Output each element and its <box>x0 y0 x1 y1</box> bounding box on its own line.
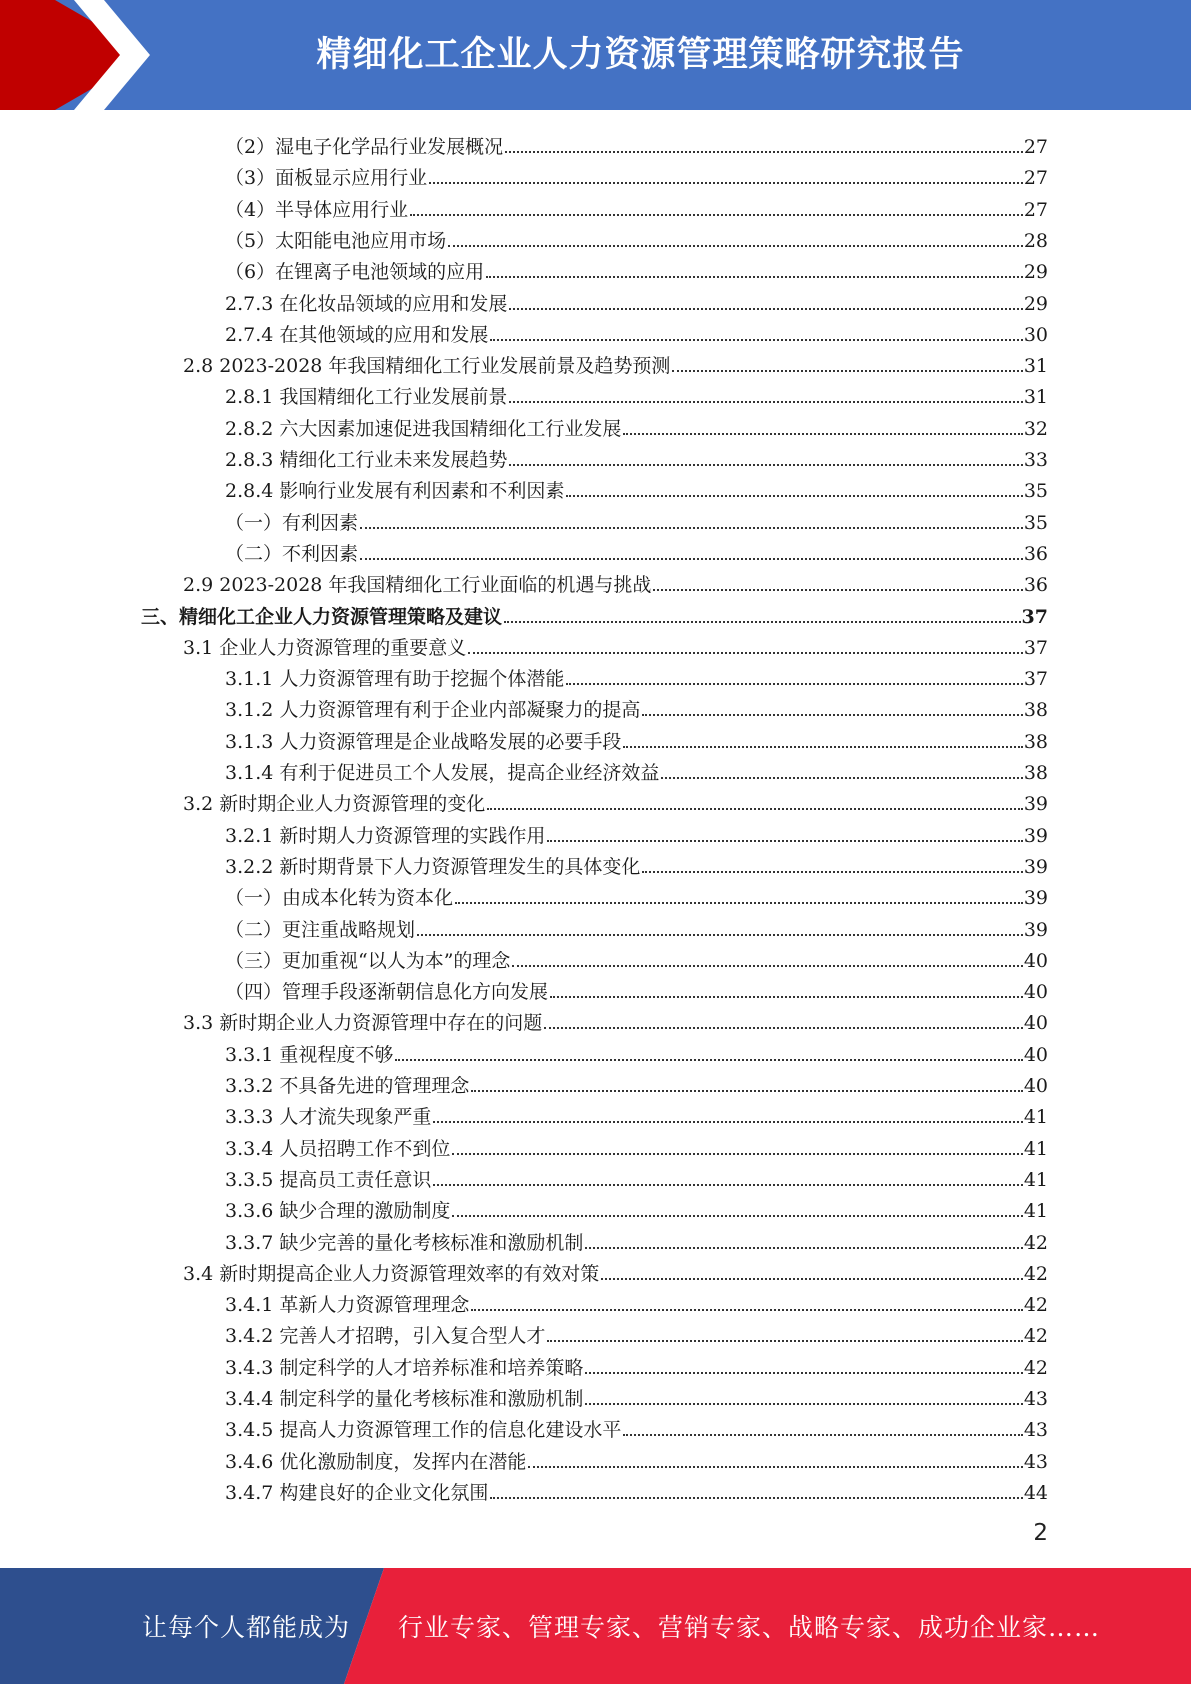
toc-dot-leader <box>601 1277 1023 1280</box>
toc-entry-title: 3.4.7 构建良好的企业文化氛围 <box>225 1481 489 1504</box>
toc-entry[interactable] <box>225 190 1048 221</box>
toc-entry[interactable] <box>225 1316 1048 1347</box>
toc-entry-title: （二）不利因素 <box>225 542 359 565</box>
toc-entry-page: 27 <box>1023 167 1048 190</box>
toc-entry-title: 3.1 企业人力资源管理的重要意义 <box>183 636 467 659</box>
toc-entry[interactable] <box>225 972 1048 1003</box>
toc-entry-title: 2.8.3 精细化工行业未来发展趋势 <box>225 449 508 471</box>
toc-entry-page: 37 <box>1023 668 1048 691</box>
toc-entry[interactable] <box>225 910 1048 941</box>
toc-entry-title: 2.7.4 在其他领域的应用和发展 <box>225 323 489 346</box>
toc-entry-page: 42 <box>1023 1231 1048 1254</box>
toc-entry-page: 35 <box>1023 480 1048 503</box>
toc-entry[interactable] <box>225 409 1048 440</box>
toc-dot-leader <box>452 1152 1022 1155</box>
toc-entry[interactable] <box>225 284 1048 315</box>
toc-entry[interactable] <box>225 377 1048 408</box>
toc-entry-title: （二）更注重战略规划 <box>225 918 416 941</box>
toc-entry-title: 3.2.2 新时期背景下人力资源管理发生的具体变化 <box>225 855 641 878</box>
toc-dot-leader <box>585 1371 1022 1374</box>
toc-entry-page: 41 <box>1023 1200 1048 1223</box>
toc-entry-title: 2.8.1 我国精细化工行业发展前景 <box>225 386 508 409</box>
toc-entry-page: 30 <box>1023 323 1048 346</box>
toc-dot-leader <box>566 494 1022 497</box>
toc-entry-page: 38 <box>1023 699 1048 722</box>
toc-dot-leader <box>547 1339 1022 1342</box>
toc-dot-leader <box>512 964 1022 967</box>
toc-dot-leader <box>547 839 1022 842</box>
toc-entry[interactable] <box>225 878 1048 909</box>
toc-entry-page: 27 <box>1023 136 1048 158</box>
toc-entry[interactable] <box>225 1097 1048 1128</box>
toc-entry-page: 41 <box>1023 1168 1048 1191</box>
toc-entry-page: 40 <box>1023 1012 1048 1035</box>
toc-dot-leader <box>395 1058 1022 1061</box>
toc-entry-page: 29 <box>1023 261 1048 284</box>
toc-entry[interactable] <box>225 1348 1048 1379</box>
toc-entry-title: 3.3.1 重视程度不够 <box>225 1043 394 1066</box>
toc-entry-page: 37 <box>1021 605 1048 628</box>
toc-entry-title: 2.7.3 在化妆品领域的应用和发展 <box>225 292 508 315</box>
toc-entry-title: 3.3.3 人才流失现象严重 <box>225 1106 432 1129</box>
header-title: 精细化工企业人力资源管理策略研究报告 <box>316 35 965 75</box>
toc-entry-title: 3.1.1 人力资源管理有助于挖掘个体潜能 <box>225 668 565 691</box>
toc-entry[interactable] <box>225 1473 1048 1504</box>
toc-entry-title: 3.1.3 人力资源管理是企业战略发展的必要手段 <box>225 730 622 753</box>
toc-entry-title: 三、精细化工企业人力资源管理策略及建议 <box>141 605 503 628</box>
toc-entry-title: 3.2 新时期企业人力资源管理的变化 <box>183 793 486 816</box>
toc-entry-page: 35 <box>1023 511 1048 534</box>
toc-entry-title: 3.1.4 有利于促进员工个人发展，提高企业经济效益 <box>225 762 660 784</box>
toc-entry-page: 41 <box>1023 1137 1048 1160</box>
toc-entry-page: 43 <box>1023 1419 1048 1442</box>
toc-dot-leader <box>360 526 1023 529</box>
toc-dot-leader <box>433 1120 1022 1123</box>
toc-dot-leader <box>471 1308 1022 1311</box>
toc-dot-leader <box>360 557 1023 560</box>
toc-entry-title: （一）由成本化转为资本化 <box>225 887 454 910</box>
toc-entry-page: 39 <box>1023 855 1048 878</box>
toc-dot-leader <box>528 1465 1022 1468</box>
toc-entry-page: 39 <box>1023 918 1048 941</box>
toc-dot-leader <box>585 1246 1022 1249</box>
toc-entry-page: 32 <box>1023 417 1048 440</box>
toc-entry-page: 40 <box>1023 949 1048 972</box>
toc-entry[interactable] <box>183 628 1048 659</box>
toc-entry[interactable] <box>225 440 1048 471</box>
toc-entry[interactable] <box>225 941 1048 972</box>
toc-dot-leader <box>448 244 1023 247</box>
toc-dot-leader <box>486 275 1023 278</box>
toc-dot-leader <box>452 1214 1022 1217</box>
toc-entry-title: （一）有利因素 <box>225 511 359 534</box>
page-footer <box>0 1568 1191 1684</box>
toc-entry-title: 3.4.6 优化激励制度，发挥内在潜能 <box>225 1450 527 1473</box>
toc-entry-title: 2.9 2023-2028 年我国精细化工行业面临的机遇与挑战 <box>183 574 652 597</box>
toc-entry-title: （3）面板显示应用行业 <box>225 167 428 190</box>
toc-dot-leader <box>544 1026 1023 1029</box>
toc-entry[interactable] <box>225 252 1048 283</box>
toc-entry-page: 29 <box>1023 292 1048 315</box>
toc-entry[interactable] <box>225 1066 1048 1097</box>
toc-entry[interactable] <box>225 847 1048 878</box>
toc-entry-page: 41 <box>1023 1106 1048 1129</box>
footer-slogan-left: 让每个人都能成为 <box>142 1613 351 1642</box>
toc-dot-leader <box>550 995 1023 998</box>
toc-entry-title: （4）半导体应用行业 <box>225 198 409 221</box>
toc-entry-page: 38 <box>1023 762 1048 784</box>
toc-entry[interactable] <box>225 221 1048 252</box>
toc-entry[interactable] <box>225 1035 1048 1066</box>
toc-entry-title: 3.3.2 不具备先进的管理理念 <box>225 1075 470 1097</box>
toc-entry-page: 42 <box>1023 1356 1048 1379</box>
toc-entry[interactable] <box>183 565 1048 596</box>
page-header <box>0 0 1191 110</box>
toc-entry[interactable] <box>225 1379 1048 1410</box>
toc-entry-page: 44 <box>1023 1481 1048 1504</box>
toc-entry[interactable] <box>183 784 1048 815</box>
toc-dot-leader <box>433 1183 1022 1186</box>
toc-dot-leader <box>471 1089 1022 1092</box>
toc-entry-page: 43 <box>1023 1450 1048 1473</box>
toc-entry[interactable] <box>225 158 1048 189</box>
toc-entry-title: 3.3.7 缺少完善的量化考核标准和激励机制 <box>225 1231 584 1254</box>
toc-entry[interactable] <box>183 1254 1048 1285</box>
toc-entry-page: 36 <box>1023 542 1048 565</box>
toc-entry-title: 3.3 新时期企业人力资源管理中存在的问题 <box>183 1012 543 1035</box>
toc-entry[interactable] <box>225 1191 1048 1222</box>
toc-entry-page: 42 <box>1023 1325 1048 1348</box>
toc-dot-leader <box>585 1402 1022 1405</box>
toc-entry[interactable] <box>225 1223 1048 1254</box>
toc-entry-page: 36 <box>1023 574 1048 597</box>
toc-entry-title: （2）湿电子化学品行业发展概况 <box>225 136 504 158</box>
toc-entry-title: （四）管理手段逐渐朝信息化方向发展 <box>225 981 549 1004</box>
toc-entry-page: 43 <box>1023 1388 1048 1410</box>
toc-entry-page: 37 <box>1023 636 1048 659</box>
toc-dot-leader <box>487 807 1023 810</box>
toc-entry[interactable] <box>225 1285 1048 1316</box>
toc-entry-title: 3.4.1 革新人力资源管理理念 <box>225 1294 470 1317</box>
toc-entry-title: 2.8.2 六大因素加速促进我国精细化工行业发展 <box>225 417 622 440</box>
toc-dot-leader <box>642 713 1022 716</box>
toc-entry-title: 3.4 新时期提高企业人力资源管理效率的有效对策 <box>183 1262 600 1285</box>
toc-entry-title: 3.4.5 提高人力资源管理工作的信息化建设水平 <box>225 1419 622 1442</box>
toc-entry-page: 42 <box>1023 1262 1048 1285</box>
page-number: 2 <box>1033 1520 1048 1546</box>
toc-dot-leader <box>672 369 1022 372</box>
toc-entry-page: 33 <box>1023 449 1048 471</box>
toc-entry[interactable] <box>183 1003 1048 1034</box>
toc-entry[interactable] <box>225 127 1048 158</box>
toc-dot-leader <box>509 463 1022 466</box>
toc-entry-page: 40 <box>1023 1075 1048 1097</box>
toc-dot-leader <box>509 307 1022 310</box>
toc-entry[interactable] <box>225 722 1048 753</box>
toc-dot-leader <box>490 338 1022 341</box>
toc-entry-title: 3.4.2 完善人才招聘，引入复合型人才 <box>225 1325 546 1348</box>
toc-dot-leader <box>623 432 1022 435</box>
toc-dot-leader <box>410 213 1023 216</box>
toc-dot-leader <box>505 150 1023 153</box>
toc-dot-leader <box>417 933 1023 936</box>
toc-dot-leader <box>509 400 1022 403</box>
footer-slogan-right: 行业专家、管理专家、营销专家、战略专家、成功企业家…… <box>398 1613 1101 1642</box>
toc-dot-leader <box>566 682 1022 685</box>
toc-dot-leader <box>642 870 1022 873</box>
toc-entry-title: 2.8 2023-2028 年我国精细化工行业发展前景及趋势预测 <box>183 355 671 378</box>
toc-dot-leader <box>468 651 1023 654</box>
toc-entry-page: 39 <box>1023 793 1048 816</box>
toc-entry[interactable] <box>141 597 1048 628</box>
toc-entry-title: 3.3.5 提高员工责任意识 <box>225 1168 432 1191</box>
toc-entry-title: 3.3.4 人员招聘工作不到位 <box>225 1137 451 1160</box>
toc-entry-page: 42 <box>1023 1294 1048 1317</box>
toc-entry-page: 39 <box>1023 824 1048 847</box>
toc-entry-page: 28 <box>1023 229 1048 252</box>
toc-dot-leader <box>623 745 1022 748</box>
toc-dot-leader <box>490 1496 1022 1499</box>
toc-entry[interactable] <box>225 659 1048 690</box>
toc-entry[interactable] <box>225 471 1048 502</box>
toc-dot-leader <box>653 588 1022 591</box>
toc-dot-leader <box>429 181 1023 184</box>
toc-entry-title: （5）太阳能电池应用市场 <box>225 229 447 252</box>
toc-entry[interactable] <box>225 753 1048 784</box>
toc-entry[interactable] <box>183 346 1048 377</box>
toc-entry[interactable] <box>225 1442 1048 1473</box>
toc-entry-title: （三）更加重视“以人为本”的理念 <box>225 949 511 972</box>
toc-entry[interactable] <box>225 816 1048 847</box>
toc-entry-page: 40 <box>1023 981 1048 1004</box>
toc-entry-title: 3.1.2 人力资源管理有利于企业内部凝聚力的提高 <box>225 699 641 722</box>
toc-entry-page: 39 <box>1023 887 1048 910</box>
toc-entry[interactable] <box>225 690 1048 721</box>
toc-entry[interactable] <box>225 1410 1048 1441</box>
toc-dot-leader <box>455 901 1023 904</box>
toc-dot-leader <box>623 1433 1022 1436</box>
toc-entry[interactable] <box>225 1129 1048 1160</box>
toc-entry-page: 27 <box>1023 198 1048 221</box>
toc-entry-page: 31 <box>1023 355 1048 378</box>
toc-entry-page: 38 <box>1023 730 1048 753</box>
toc-entry-title: 3.4.3 制定科学的人才培养标准和培养策略 <box>225 1356 584 1379</box>
toc-entry-page: 40 <box>1023 1043 1048 1066</box>
toc-dot-leader <box>504 620 1021 623</box>
toc-entry-title: 3.4.4 制定科学的量化考核标准和激励机制 <box>225 1388 584 1410</box>
toc-entry-title: 2.8.4 影响行业发展有利因素和不利因素 <box>225 480 565 503</box>
toc-entry-page: 31 <box>1023 386 1048 409</box>
toc-entry[interactable] <box>225 503 1048 534</box>
toc-dot-leader <box>661 776 1022 779</box>
toc-entry[interactable] <box>225 534 1048 565</box>
toc-entry[interactable] <box>225 1160 1048 1191</box>
toc-entry-title: 3.2.1 新时期人力资源管理的实践作用 <box>225 824 546 847</box>
toc-entry-title: 3.3.6 缺少合理的激励制度 <box>225 1200 451 1223</box>
toc-entry[interactable] <box>225 315 1048 346</box>
toc-entry-title: （6）在锂离子电池领域的应用 <box>225 261 485 284</box>
